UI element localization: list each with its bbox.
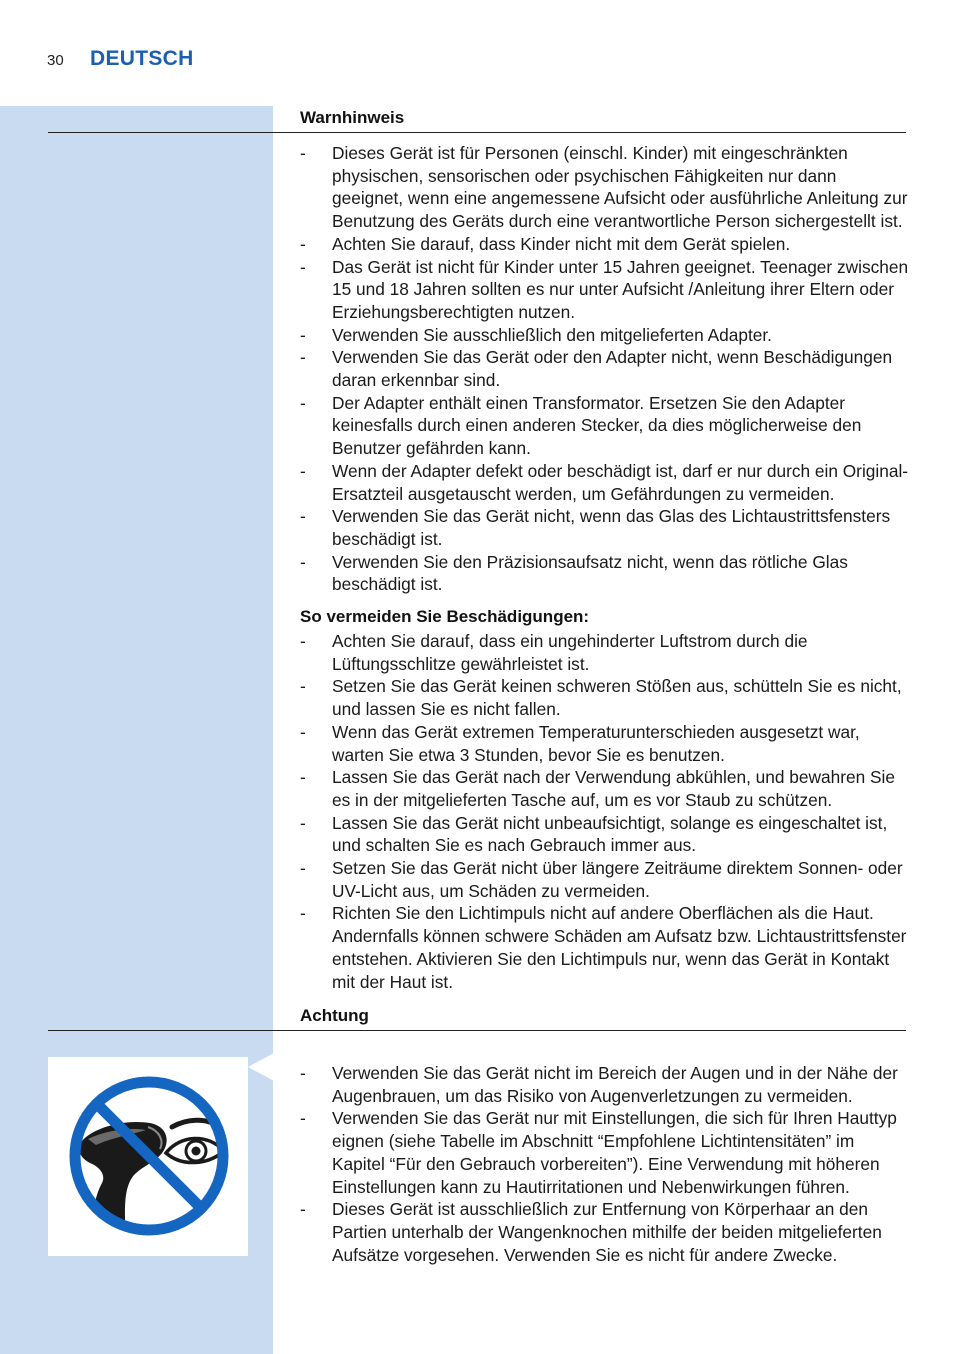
section-rule-achtung [48,1030,906,1031]
list-item-text: Wenn der Adapter defekt oder beschädigt ist, darf er nur durch ein Original-Ersatzteil ausgetauscht werden, um Gefährdungen zu vermeiden. [332,460,909,504]
list-item [300,551,910,596]
image-pointer [248,1053,274,1081]
warnhinweis-list-container [300,142,910,596]
section-heading-beschaedigungen: So vermeiden Sie Beschädigungen: [300,607,590,626]
warnhinweis-list [300,142,910,596]
bullet-dash: - [300,256,306,277]
achtung-list [300,1062,910,1266]
list-item-text: Dieses Gerät ist ausschließlich zur Entfernung von Körperhaar an den Partien unterhalb der Wangenknochen mithilfe der beiden mitgelieferten Aufsätze vorgesehen. Verwenden Sie es nicht für andere Zwecke. [332,1199,882,1265]
bullet-dash: - [300,506,306,527]
bullet-dash: - [300,767,306,788]
list-item [300,1198,910,1266]
section-heading-warnhinweis: Warnhinweis [300,108,405,127]
list-item [300,902,910,993]
bullet-dash: - [300,676,306,697]
list-item [300,256,910,324]
list-item [300,721,910,766]
bullet-dash: - [300,1063,306,1083]
list-item-text: Verwenden Sie ausschließlich den mitgelieferten Adapter. [332,324,772,345]
list-item [300,1107,910,1198]
list-item [300,766,910,811]
bullet-dash: - [300,143,306,163]
beschaedigungen-list-container [300,630,910,993]
list-item-text: Dieses Gerät ist für Personen (einschl. Kinder) mit eingeschränkten physischen, sensorischen oder psychischen Fähigkeiten nur dann geeignet, wenn eine angemessene Aufsicht oder ausführliche Anleitung zur Benutzung des Geräts durch eine verantwortliche Person sichergestellt ist. [332,143,908,232]
list-item-text: Achten Sie darauf, dass Kinder nicht mit dem Gerät spielen. [332,233,791,254]
list-item [300,142,910,233]
list-item [300,857,910,902]
list-item-text: Verwenden Sie das Gerät nur mit Einstellungen, die sich für Ihren Hauttyp eignen (siehe Tabelle im Abschnitt “Empfohlene Lichtintensitäten” im Kapitel “Für den Gebrauch vorbereiten”). Eine Verwendung mit höheren Einstellungen kann zu Hautirritationen und Nebenwirkungen führen. [332,1108,897,1197]
bullet-dash: - [300,233,306,254]
list-item [300,505,910,550]
list-item-text: Der Adapter enthält einen Transformator. Ersetzen Sie den Adapter keinesfalls durch einen anderen Stecker, da dies möglicherweise den Benutzer gefährden kann. [332,392,862,459]
bullet-dash: - [300,551,306,572]
list-item-text: Setzen Sie das Gerät nicht über längere Zeiträume direktem Sonnen- oder UV-Licht aus, um Schäden zu vermeiden. [332,858,903,901]
achtung-list-container [300,1062,910,1266]
section-heading-achtung: Achtung [300,1006,369,1025]
list-item-text: Setzen Sie das Gerät keinen schweren Stößen aus, schütteln Sie es nicht, und lassen Sie es nicht fallen. [332,676,902,720]
list-item-text: Verwenden Sie das Gerät oder den Adapter nicht, wenn Beschädigungen daran erkennbar sind. [332,347,893,391]
list-item [300,392,910,460]
list-item-text: Lassen Sie das Gerät nicht unbeaufsichtigt, solange es eingeschaltet ist, und schalten Sie es nach Gebrauch immer aus. [332,812,888,856]
list-item-text: Achten Sie darauf, dass ein ungehinderter Luftstrom durch die Lüftungsschlitze gewährleistet ist. [332,631,808,674]
bullet-dash: - [300,1199,306,1220]
beschaedigungen-list [300,630,910,993]
list-item [300,1062,910,1107]
list-item-text: Verwenden Sie das Gerät nicht, wenn das Glas des Lichtaustrittsfensters beschädigt ist. [332,506,891,549]
page-number: 30 [47,52,64,69]
list-item [300,812,910,857]
section-rule-warnhinweis [48,132,906,133]
list-item [300,460,910,505]
bullet-dash: - [300,324,306,345]
list-item-text: Verwenden Sie das Gerät nicht im Bereich der Augen und in der Nähe der Augenbrauen, um das Risiko von Augenverletzungen zu vermeiden. [332,1063,898,1106]
bullet-dash: - [300,392,306,413]
bullet-dash: - [300,631,306,651]
list-item-text: Das Gerät ist nicht für Kinder unter 15 Jahren geeignet. Teenager zwischen 15 und 18 Jahren sollten es nur unter Aufsicht /Anleitung ihrer Eltern oder Erziehungsberechtigten nutzen. [332,256,909,322]
list-item-text: Lassen Sie das Gerät nach der Verwendung abkühlen, und bewahren Sie es in der mitgelieferten Tasche auf, um es vor Staub zu schützen. [332,767,895,810]
bullet-dash: - [300,858,306,879]
list-item [300,630,910,675]
no-use-near-eyes-icon [48,1057,248,1256]
list-item [300,233,910,256]
list-item-text: Verwenden Sie den Präzisionsaufsatz nicht, wenn das rötliche Glas beschädigt ist. [332,551,848,595]
bullet-dash: - [300,347,306,368]
bullet-dash: - [300,721,306,742]
bullet-dash: - [300,1108,306,1129]
list-item [300,324,910,347]
bullet-dash: - [300,460,306,481]
bullet-dash: - [300,903,306,924]
bullet-dash: - [300,812,306,833]
language-title: DEUTSCH [90,47,194,70]
list-item [300,675,910,720]
list-item-text: Wenn das Gerät extremen Temperaturunterschieden ausgesetzt war, warten Sie etwa 3 Stunden, bevor Sie es benutzen. [332,721,860,765]
list-item [300,346,910,391]
list-item-text: Richten Sie den Lichtimpuls nicht auf andere Oberflächen als die Haut. Andernfalls können schwere Schäden am Aufsatz bzw. Lichtaustrittsfenster entstehen. Aktivieren Sie den Lichtimpuls nur, wenn das Gerät in Kontakt mit der Haut ist. [332,903,907,992]
